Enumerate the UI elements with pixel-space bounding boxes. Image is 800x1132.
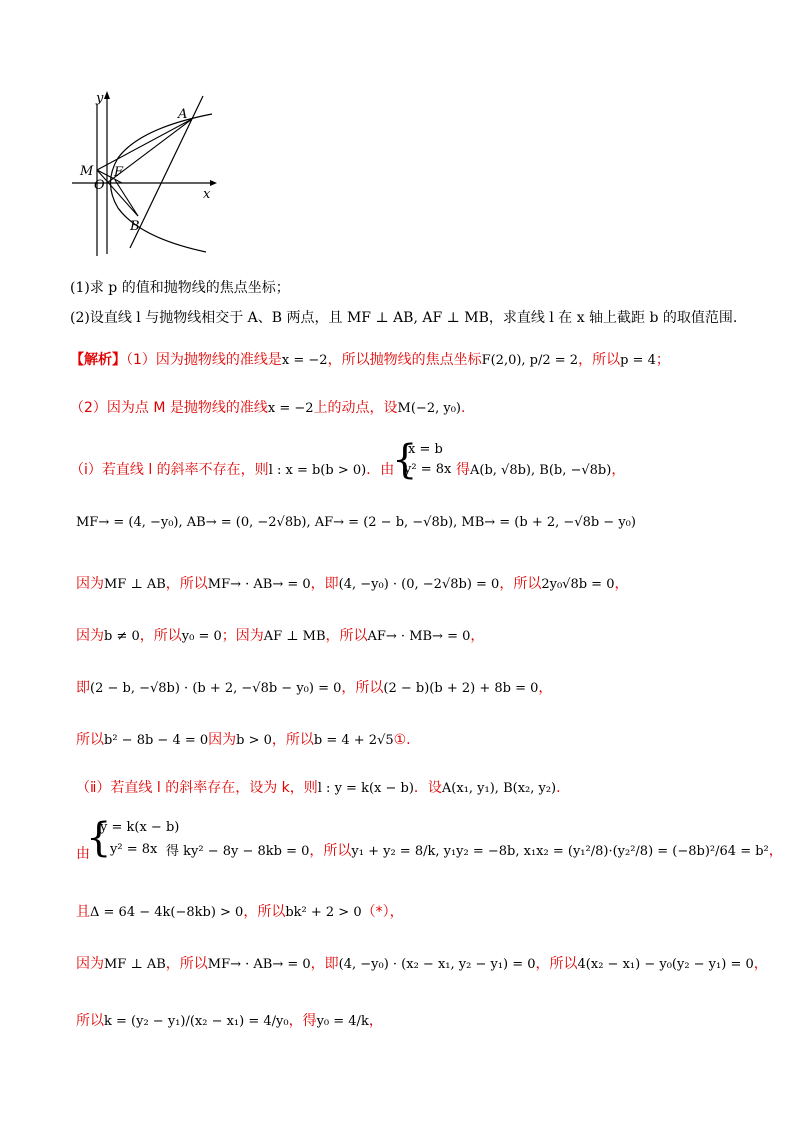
text: ，所以 bbox=[271, 732, 314, 748]
text: ，所以 bbox=[578, 352, 621, 368]
solution-line-3b bbox=[456, 459, 625, 479]
label-B: B bbox=[130, 219, 140, 234]
math: A(b, √8b), B(b, −√8b) bbox=[470, 463, 612, 478]
math: (2 − b, −√8b) · (b + 2, −√8b − y₀) = 0 bbox=[90, 681, 342, 696]
text: 所以 bbox=[76, 1013, 104, 1029]
math: l : x = b(b > 0) bbox=[268, 463, 367, 478]
math: x = −2 bbox=[267, 401, 314, 416]
text: ，所以 bbox=[341, 680, 384, 696]
math: k = (y₂ − y₁)/(x₂ − x₁) = 4/y₀ bbox=[104, 1014, 289, 1029]
text: 即 bbox=[76, 680, 90, 696]
text: ， bbox=[753, 956, 768, 972]
text: 因为 bbox=[76, 956, 104, 972]
math: b² − 8b − 4 = 0 bbox=[104, 733, 209, 748]
math: 4(x₂ − x₁) − y₀(y₂ − y₁) = 0 bbox=[577, 957, 754, 972]
text: ．设 bbox=[413, 780, 442, 796]
text: ， bbox=[614, 576, 629, 592]
text: ，所以 bbox=[309, 843, 352, 859]
text: ，所以 bbox=[243, 904, 286, 920]
solution-tag: 【解析】 bbox=[70, 352, 126, 368]
math: Δ = 64 − 4k(−8kb) > 0 bbox=[90, 905, 244, 920]
label-F: F bbox=[114, 165, 124, 180]
segment-MA bbox=[97, 119, 192, 170]
text: ，所以 bbox=[325, 628, 368, 644]
math: A(x₁, y₁), B(x₂, y₂) bbox=[441, 781, 557, 796]
text: ，所以 bbox=[139, 628, 182, 644]
math: MF ⊥ AB bbox=[104, 577, 166, 592]
text: ，所以 bbox=[535, 956, 578, 972]
text: . bbox=[461, 400, 466, 416]
solution-line-11 bbox=[76, 901, 404, 921]
segment-FB bbox=[115, 180, 138, 216]
math: b ≠ 0 bbox=[104, 629, 140, 644]
text: ，所以 bbox=[499, 576, 542, 592]
system-eq-2b: y² = 8x bbox=[110, 842, 158, 857]
x-axis-arrow bbox=[210, 180, 217, 186]
solution-line-10-prefix: 由 bbox=[76, 846, 90, 862]
text: ； bbox=[655, 352, 670, 368]
math: b = 4 + 2√5 bbox=[313, 733, 394, 748]
parabola-figure bbox=[70, 88, 220, 260]
solution-line-10 bbox=[166, 840, 783, 860]
system-eq-1b: y² = 8x bbox=[404, 462, 452, 477]
label-A: A bbox=[178, 107, 188, 122]
math: MF→ · AB→ = 0 bbox=[207, 957, 311, 972]
question-1: (1)求 p 的值和抛物线的焦点坐标； bbox=[70, 280, 290, 296]
text: . bbox=[556, 780, 561, 796]
solution-line-5 bbox=[76, 573, 628, 593]
question-2: (2)设直线 l 与抛物线相交于 A、B 两点，且 MF ⊥ AB, AF ⊥ MB，求直线 l 在 x 轴上截距 b 的取值范围. bbox=[70, 310, 738, 326]
text: ，所以 bbox=[165, 576, 208, 592]
solution-line-6 bbox=[76, 625, 484, 645]
text: ， bbox=[768, 843, 783, 859]
text: 因为 bbox=[76, 576, 104, 592]
text: ，所以 bbox=[165, 956, 208, 972]
text: ， bbox=[538, 680, 553, 696]
label-O: O bbox=[94, 178, 105, 193]
label-y: y bbox=[96, 91, 104, 106]
solution-line-13 bbox=[76, 1010, 383, 1030]
text: 且 bbox=[76, 904, 90, 920]
system-brace-2: { bbox=[86, 815, 112, 861]
text: ，得 bbox=[288, 1013, 317, 1029]
text: ，即 bbox=[310, 576, 339, 592]
text: ， bbox=[611, 462, 626, 478]
system-eq-2a: y = k(x − b) bbox=[100, 820, 180, 835]
math: AF→ · MB→ = 0 bbox=[367, 629, 471, 644]
solution-line-3 bbox=[70, 459, 394, 479]
system-eq-1a: x = b bbox=[408, 442, 443, 457]
text: （*）， bbox=[361, 904, 404, 920]
text: （1）因为抛物线的准线是 bbox=[126, 352, 282, 368]
text: 得 bbox=[456, 462, 470, 478]
text: ， bbox=[470, 628, 485, 644]
math: AF ⊥ MB bbox=[263, 629, 326, 644]
solution-line-12 bbox=[76, 953, 768, 973]
math: M(−2, y₀) bbox=[397, 401, 461, 416]
text: 因为 bbox=[208, 732, 237, 748]
math: (4, −y₀) · (x₂ − x₁, y₂ − y₁) = 0 bbox=[338, 957, 536, 972]
text: 上的动点，设 bbox=[313, 400, 398, 416]
math-p-value: p = 4 bbox=[620, 353, 656, 368]
solution-line-1 bbox=[70, 349, 670, 369]
system-brace-1: { bbox=[392, 437, 418, 483]
label-M: M bbox=[80, 164, 94, 179]
math: y₀ = 4/k bbox=[316, 1014, 369, 1029]
math: y₁ + y₂ = 8/k, y₁y₂ = −8b, x₁x₂ = (y₁²/8)·(y₂²/8) = (−8b)²/64 = b² bbox=[351, 844, 769, 859]
y-axis-arrow bbox=[104, 91, 110, 99]
text: 因为 bbox=[76, 628, 104, 644]
text: ；因为 bbox=[221, 628, 264, 644]
math: MF ⊥ AB bbox=[104, 957, 166, 972]
math: y₀ = 0 bbox=[181, 629, 222, 644]
text: ，所以抛物线的焦点坐标 bbox=[327, 352, 482, 368]
math-directrix: x = −2 bbox=[281, 353, 328, 368]
math: bk² + 2 > 0 bbox=[285, 905, 362, 920]
math: 2y₀√8b = 0 bbox=[541, 577, 615, 592]
text: 所以 bbox=[76, 732, 104, 748]
math: (4, −y₀) · (0, −2√8b) = 0 bbox=[338, 577, 500, 592]
math: (2 − b)(b + 2) + 8b = 0 bbox=[383, 681, 539, 696]
solution-line-9 bbox=[76, 777, 561, 797]
line-l bbox=[130, 96, 203, 248]
solution-line-7 bbox=[76, 677, 552, 697]
math-focus: F(2,0), p/2 = 2 bbox=[481, 353, 579, 368]
math: MF→ · AB→ = 0 bbox=[207, 577, 311, 592]
text: ．由 bbox=[366, 462, 395, 478]
math: 得 ky² − 8y − 8kb = 0 bbox=[166, 844, 310, 859]
solution-line-4: MF→ = (4, −y₀), AB→ = (0, −2√8b), AF→ = (2 − b, −√8b), MB→ = (b + 2, −√8b − y₀) bbox=[76, 515, 636, 530]
solution-line-8 bbox=[76, 729, 411, 749]
label-x: x bbox=[203, 187, 211, 202]
math: b > 0 bbox=[236, 733, 272, 748]
text: ①. bbox=[393, 732, 411, 748]
text: （2）因为点 M 是抛物线的准线 bbox=[70, 400, 268, 416]
text: （ⅰ）若直线 l 的斜率不存在，则 bbox=[70, 462, 269, 478]
text: （ⅱ）若直线 l 的斜率存在，设为 k，则 bbox=[76, 780, 318, 796]
text: ，即 bbox=[310, 956, 339, 972]
text: ， bbox=[368, 1013, 383, 1029]
solution-line-2 bbox=[70, 397, 465, 417]
math: l : y = k(x − b) bbox=[317, 781, 414, 796]
